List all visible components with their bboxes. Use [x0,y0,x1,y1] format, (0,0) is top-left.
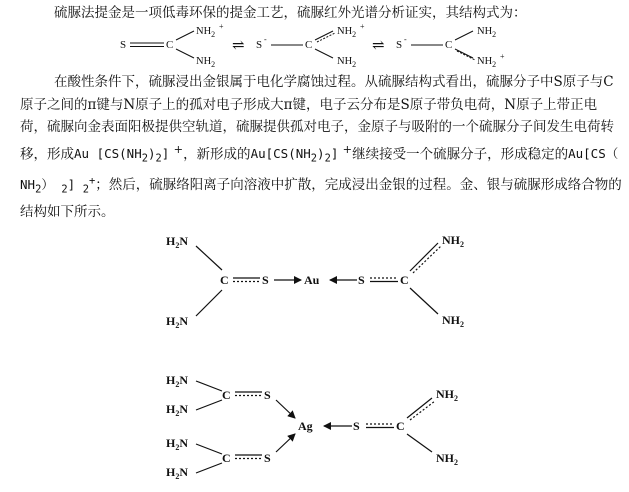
svg-text:+: + [219,22,224,31]
svg-text:S: S [358,273,365,287]
svg-text:H2N: $H_2N$ [166,314,189,330]
formula-au-thiourea-1: Au $[CS(NH_2)_2]$ [74,146,170,165]
svg-text:-: - [264,35,267,44]
resonance-form-1 [120,22,224,69]
resonance-arrow-2: ⇌ [372,38,385,54]
gold-atom: Au [304,273,320,287]
resonance-form-2 [256,22,365,69]
formula-au-thiourea-2: $Au[CS(NH_2)_2]$ [250,146,339,165]
svg-text:S: S [264,388,271,402]
svg-text:NH2: $NH_2$ [436,387,458,403]
svg-text:NH2: $NH_2$ [196,26,216,39]
formula-charge-1: + [173,142,184,156]
svg-text:NH2: $NH_2$ [436,451,458,467]
svg-text:NH2: $NH_2$ [337,26,357,39]
svg-text:C: C [396,419,405,433]
svg-text:C: C [445,39,453,51]
resonance-arrow-1: ⇌ [232,38,245,54]
svg-text:C: C [400,273,409,287]
svg-text:S: S [120,39,127,51]
svg-text:C: C [166,39,174,51]
svg-text:NH2: $NH_2$ [442,313,464,329]
svg-text:H2N: $H_2N$ [166,465,189,481]
svg-text:S: S [262,273,269,287]
silver-thiourea-complex [166,373,458,481]
svg-text:S: S [264,451,271,465]
svg-text:C: C [222,388,231,402]
svg-text:NH2: $NH_2$ [337,56,357,69]
mechanism-text-4: ；然后，硫脲络阳离子向溶液中扩散，完成浸出金银的过程。金、银与硫脲形成络合物的结构如下所示。 [20,177,622,221]
svg-text:S: S [256,39,263,51]
intro-text: 硫脲法提金是一项低毒环保的提金工艺，硫脲红外光谱分析证实，其结构式为： [54,5,527,21]
mechanism-text-2: ，新形成的 [183,146,251,162]
mechanism-text-3: 继续接受一个硫脲分子，形成稳定的 [352,146,569,162]
formula-au-thiourea-3: Au[CS（ $NH_2$） $_2$] $_2$+ [20,146,619,196]
svg-text:H2N: $H_2N$ [166,402,189,418]
svg-text:C: C [222,451,231,465]
svg-text:S: S [353,419,360,433]
svg-text:H2N: $H_2N$ [166,234,189,250]
svg-text:NH2: $NH_2$ [442,233,464,249]
gold-thiourea-complex [166,233,464,330]
svg-text:H2N: $H_2N$ [166,373,189,389]
svg-text:NH2: $NH_2$ [477,26,497,39]
silver-atom: Ag [298,419,313,433]
thiourea-resonance [120,22,505,69]
svg-text:S: S [396,39,403,51]
resonance-form-3 [396,26,505,69]
svg-text:C: C [220,273,229,287]
svg-text:-: - [404,35,407,44]
svg-text:+: + [500,52,505,61]
mechanism-text-1: 在酸性条件下，硫脲浸出金银属于电化学腐蚀过程。从硫脲结构式看出，硫脲分子中S原子与C原子之间的π键与N原子上的孤对电子形成大π键，电子云分布是S原子带负电荷，N原子上带正电荷，硫脲向金表面阳极提供空轨道，硫脲提供孤对电子，金原子与吸附的一个硫脲分子间发生电荷转移，形成 [20,74,614,162]
svg-text:+: + [360,22,365,31]
svg-text:NH2: $NH_2$ [477,56,497,69]
svg-text:C: C [305,39,313,51]
formula-charge-2: + [342,142,353,156]
svg-text:H2N: $H_2N$ [166,436,189,452]
svg-text:NH2: $NH_2$ [196,56,216,69]
